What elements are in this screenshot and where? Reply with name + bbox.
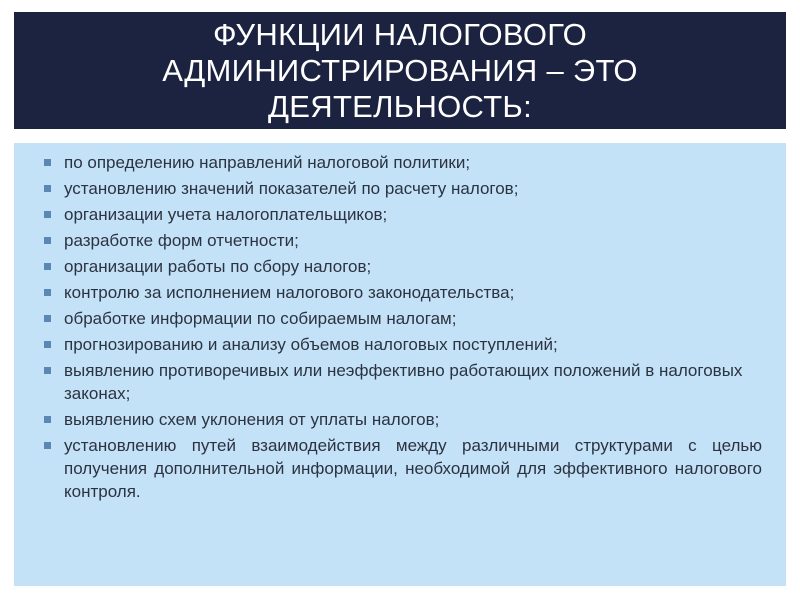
list-item (44, 255, 762, 278)
list-item (44, 177, 762, 200)
list-item (44, 307, 762, 330)
list-item-text: установлению путей взаимодействия между различными структурами с целью получения дополнительной информации, необходимой для эффективного налогового контроля. (64, 436, 762, 501)
list-item (44, 203, 762, 226)
list-item (44, 229, 762, 252)
list-item (44, 333, 762, 356)
list-item-text: установлению значений показателей по расчету налогов; (64, 179, 519, 198)
square-bullet-icon (44, 442, 51, 449)
list-item-text: выявлению схем уклонения от уплаты налогов; (64, 410, 440, 429)
square-bullet-icon (44, 211, 51, 218)
list-item (44, 434, 762, 503)
square-bullet-icon (44, 237, 51, 244)
square-bullet-icon (44, 263, 51, 270)
slide-title (162, 17, 638, 125)
square-bullet-icon (44, 289, 51, 296)
square-bullet-icon (44, 367, 51, 374)
list-item-text: разработке форм отчетности; (64, 231, 299, 250)
list-item (44, 151, 762, 174)
title-line-1: ФУНКЦИИ НАЛОГОВОГО (212, 16, 588, 52)
square-bullet-icon (44, 185, 51, 192)
list-item-text: по определению направлений налоговой политики; (64, 153, 471, 172)
square-bullet-icon (44, 416, 51, 423)
list-item-text: контролю за исполнением налогового законодательства; (64, 283, 515, 302)
list-item (44, 281, 762, 304)
list-item (44, 359, 762, 405)
square-bullet-icon (44, 315, 51, 322)
list-item (44, 408, 762, 431)
list-item-text: прогнозированию и анализу объемов налоговых поступлений; (64, 335, 558, 354)
list-item-text: выявлению противоречивых или неэффективно работающих положений в налоговых законах; (64, 361, 743, 403)
list-item-text: обработке информации по собираемым налогам; (64, 309, 457, 328)
square-bullet-icon (44, 341, 51, 348)
title-line-2: АДМИНИСТРИРОВАНИЯ – ЭТО (162, 52, 638, 88)
title-line-3: ДЕЯТЕЛЬНОСТЬ: (267, 88, 532, 124)
content-box (14, 143, 786, 586)
square-bullet-icon (44, 159, 51, 166)
list-item-text: организации учета налогоплательщиков; (64, 205, 388, 224)
bullet-list (14, 143, 786, 503)
list-item-text: организации работы по сбору налогов; (64, 257, 372, 276)
title-bar (14, 12, 786, 129)
